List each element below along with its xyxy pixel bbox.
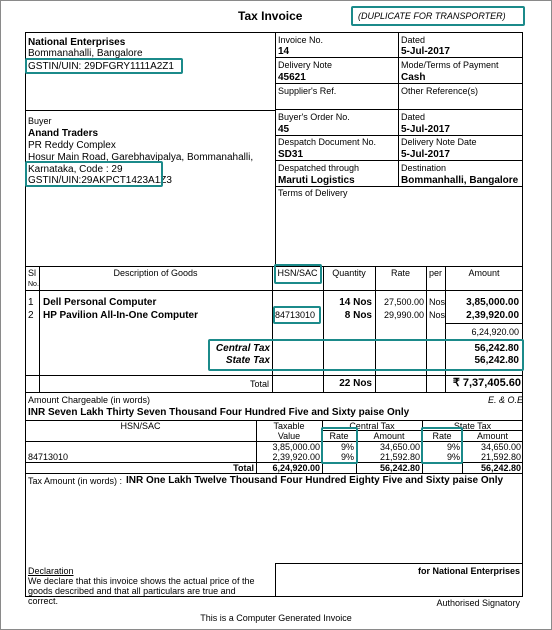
seller-gstin-highlight [25, 58, 183, 74]
item-rate: 27,500.00 [383, 297, 424, 307]
meta-row-line [275, 160, 523, 161]
order-dated-label: Dated [401, 112, 426, 122]
buyer-gstin: GSTIN/UIN:29AKPCT1423A1Z3 [28, 175, 172, 186]
tax-rows-highlight [208, 339, 524, 371]
tax-col-state-amount: Amount [476, 431, 509, 441]
item-description: HP Pavilion All-In-One Computer [43, 310, 199, 321]
col-line [375, 266, 376, 392]
tax-in-words: INR One Lakh Twelve Thousand Four Hundred Eighty Five and Sixty paise Only [126, 475, 504, 486]
tax-row-state-rate: 9% [446, 442, 460, 452]
tax-total-value: 6,24,920.00 [272, 463, 320, 473]
tax-row-state-rate: 9% [446, 452, 460, 462]
destination: Bommanhalli, Bangalore [401, 175, 519, 186]
tax-col-taxable: Taxable [273, 421, 305, 431]
col-no: No. [28, 281, 39, 288]
buyer-name: Anand Traders [28, 128, 99, 139]
tax-row-central-amount: 34,650.00 [379, 442, 420, 452]
dn-date-label: Delivery Note Date [401, 137, 477, 147]
destination-label: Destination [401, 163, 447, 173]
despatched-through-label: Despatched through [278, 163, 360, 173]
declaration-text: goods described and that all particulars are true and [28, 586, 236, 596]
order-date: 5-Jul-2017 [401, 124, 450, 135]
header-divider [275, 32, 276, 266]
order-no-label: Buyer's Order No. [278, 112, 350, 122]
delivery-note-label: Delivery Note [278, 60, 333, 70]
signature-top-line [275, 563, 523, 564]
invoice-no: 14 [278, 46, 290, 57]
tax-col-state-rate: Rate [432, 431, 452, 441]
subtotal: 6,24,920.00 [471, 327, 519, 337]
item-per: Nos [429, 310, 446, 320]
dn-date: 5-Jul-2017 [401, 149, 450, 160]
delivery-note: 45621 [278, 72, 306, 83]
hsn-header-highlight [274, 264, 322, 284]
tax-col-central-rate: Rate [329, 431, 349, 441]
central-tax-amount: 56,242.80 [474, 343, 519, 354]
tax-row-central-amount: 21,592.80 [379, 452, 420, 462]
item-amount: 2,39,920.00 [466, 310, 519, 321]
despatch-doc: SD31 [278, 149, 304, 160]
item-hsn: 84713010 [275, 310, 316, 320]
col-line [426, 266, 427, 392]
meta-row-line [275, 109, 523, 110]
col-line [39, 266, 40, 392]
col-per: per [428, 268, 442, 278]
invoice-title: Tax Invoice [238, 9, 303, 23]
col-sl: Sl [28, 268, 37, 278]
mode-label: Mode/Terms of Payment [401, 60, 499, 70]
declaration-text: correct. [28, 596, 59, 606]
meta-row-line [275, 57, 523, 58]
tax-col-hsn: HSN/SAC [120, 421, 161, 431]
amount-in-words: INR Seven Lakh Thirty Seven Thousand Four Hundred Five and Sixty paise Only [28, 407, 410, 418]
tax-words-label: Tax Amount (in words) : [28, 476, 123, 486]
col-description: Description of Goods [113, 268, 198, 278]
col-line [323, 266, 324, 392]
tax-row-state-amount: 21,592.80 [480, 452, 521, 462]
seller-buyer-line [25, 110, 275, 111]
tax-total-state: 56,242.80 [480, 463, 521, 473]
tax-col-central-amount: Amount [373, 431, 405, 441]
copy-label-highlight [351, 6, 525, 26]
authorised-signatory: Authorised Signatory [436, 598, 520, 608]
tax-col-state: State Tax [453, 421, 492, 431]
central-tax-label: Central Tax [215, 343, 270, 354]
items-total-top-line [25, 375, 523, 376]
tax-total-label: Total [233, 463, 254, 473]
amount-words-label: Amount Chargeable (in words) [28, 395, 151, 405]
order-no: 45 [278, 124, 290, 135]
for-company: for National Enterprises [417, 566, 520, 576]
col-quantity: Quantity [332, 268, 366, 278]
signature-divider [275, 563, 276, 597]
tax-row-value: 3,85,000.00 [272, 442, 320, 452]
tax-col-value: Value [277, 431, 301, 441]
item-sl: 1 [28, 297, 34, 308]
item-rate: 29,990.00 [383, 310, 424, 320]
tax-row-value: 2,39,920.00 [272, 452, 320, 462]
tax-row-central-rate: 9% [340, 442, 354, 452]
invoice-no-label: Invoice No. [278, 35, 324, 45]
total-qty: 22 Nos [339, 378, 372, 389]
item-qty: 14 Nos [339, 297, 372, 308]
despatched-through: Maruti Logistics [278, 175, 355, 186]
seller-address: Bommanahalli, Bangalore [28, 48, 143, 59]
seller-gstin: GSTIN/UIN: 29DFGRY1111A2Z1 [28, 61, 174, 72]
meta-row-line [275, 135, 523, 136]
declaration-text: We declare that this invoice shows the actual price of the [28, 576, 255, 586]
item-per: Nos [429, 297, 446, 307]
tax-col-central: Central Tax [349, 421, 395, 431]
item-amount: 3,85,000.00 [466, 297, 519, 308]
col-line [272, 266, 273, 392]
tax-total-central: 56,242.80 [379, 463, 420, 473]
payment-mode: Cash [401, 72, 426, 83]
footer-note: This is a Computer Generated Invoice [200, 613, 352, 623]
other-ref-label: Other Reference(s) [401, 86, 479, 96]
subtotal-line [445, 323, 523, 324]
state-tax-amount: 56,242.80 [474, 355, 519, 366]
tax-row-hsn: 84713010 [28, 452, 69, 462]
total-label: Total [249, 379, 269, 389]
item-qty: 8 Nos [344, 310, 372, 321]
terms-label: Terms of Delivery [278, 188, 348, 198]
tax-row-central-rate: 9% [340, 452, 354, 462]
tax-row-state-amount: 34,650.00 [480, 442, 521, 452]
invoice-date: 5-Jul-2017 [401, 46, 450, 57]
item-hsn-highlight [273, 306, 321, 324]
copy-label: (DUPLICATE FOR TRANSPORTER) [358, 11, 506, 21]
items-bottom-line [25, 392, 523, 393]
state-tax-label: State Tax [225, 355, 270, 366]
item-sl: 2 [28, 310, 34, 321]
total-amount: ₹ 7,37,405.60 [452, 377, 521, 389]
buyer-state: Karnataka, Code : 29 [28, 164, 123, 175]
meta-row-line [275, 83, 523, 84]
buyer-line1: PR Reddy Complex [28, 140, 116, 151]
supplier-ref-label: Supplier's Ref. [278, 86, 337, 96]
despatch-doc-label: Despatch Document No. [278, 137, 377, 147]
col-rate: Rate [390, 268, 410, 278]
item-description: Dell Personal Computer [43, 297, 157, 308]
dated-label: Dated [401, 35, 426, 45]
buyer-gstin-highlight [25, 161, 163, 187]
col-hsn: HSN/SAC [277, 268, 318, 278]
declaration-label: Declaration [28, 566, 74, 576]
meta-row-line [275, 186, 523, 187]
seller-name: National Enterprises [28, 37, 126, 48]
buyer-line2: Hosur Main Road, Garebhavipalya, Bommanahalli, [28, 152, 254, 163]
items-header-line [25, 290, 523, 291]
buyer-label: Buyer [28, 116, 52, 126]
eoe-label: E. & O.E [488, 395, 524, 405]
col-amount: Amount [468, 268, 500, 278]
